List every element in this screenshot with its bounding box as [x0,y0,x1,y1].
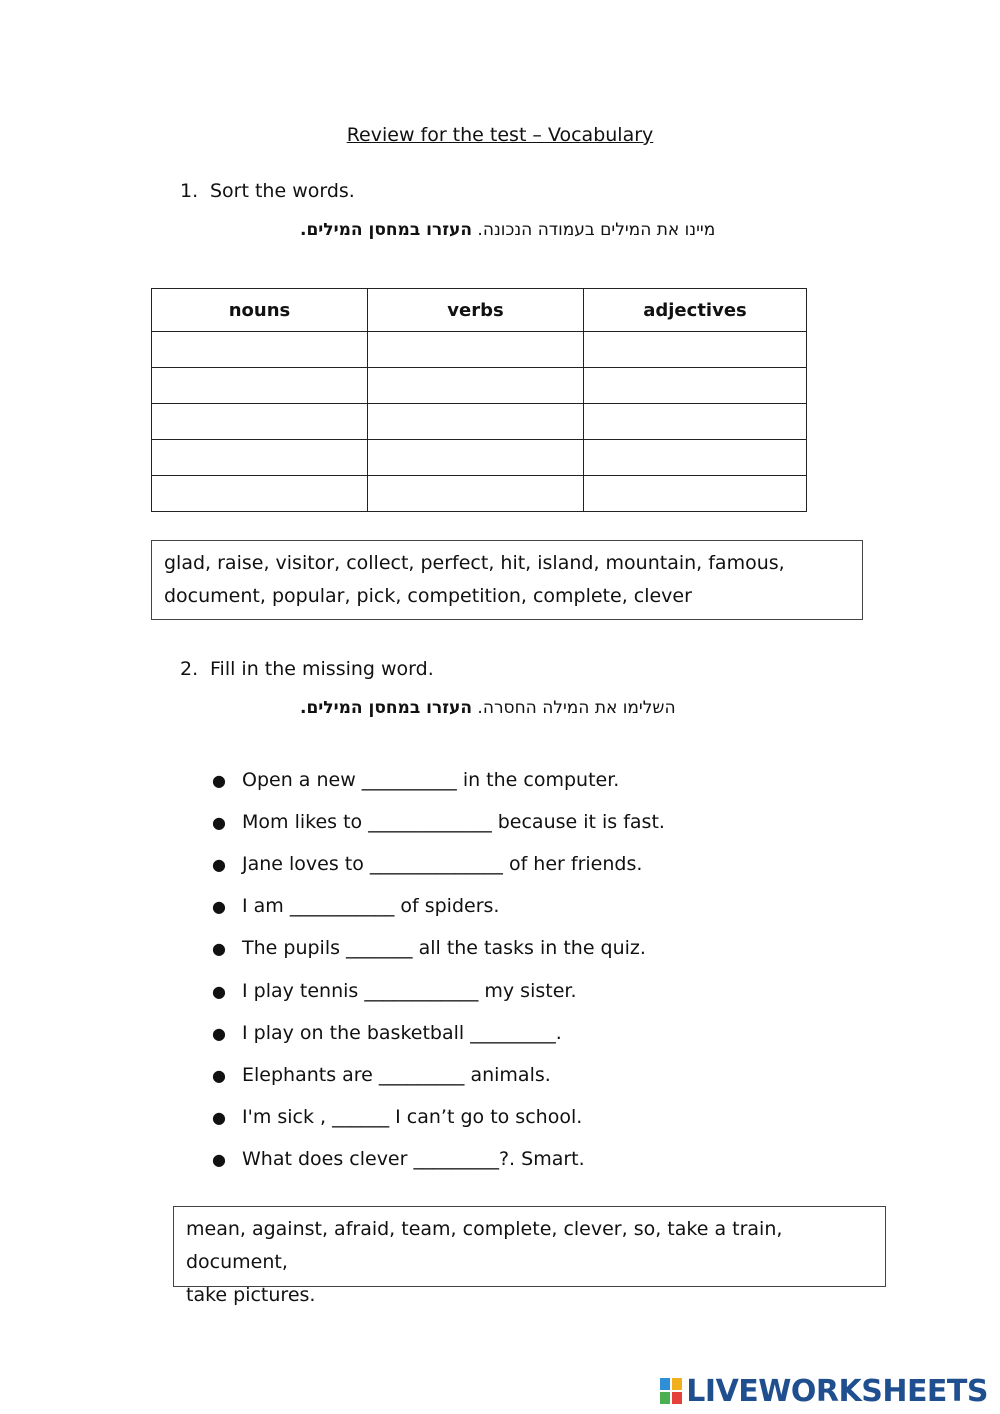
hebrew-bold-text: העזרו במחסן המילים. [300,698,473,718]
answer-cell[interactable] [584,332,807,368]
sentence-text: What does clever _________?. Smart. [242,1148,585,1170]
answer-cell[interactable] [152,476,368,512]
section-1-hebrew-instruction [300,220,788,240]
answer-cell[interactable] [152,368,368,404]
sentence-text: I play on the basketball _________. [242,1022,562,1044]
sentence-text: Open a new __________ in the computer. [242,769,620,791]
section-1-number: 1. [180,180,199,202]
list-item [212,1106,582,1128]
answer-cell[interactable] [368,332,584,368]
list-item [212,937,646,959]
answer-cell[interactable] [152,440,368,476]
answer-cell[interactable] [368,476,584,512]
header-adjectives: adjectives [584,289,807,332]
answer-cell[interactable] [584,440,807,476]
table-row [152,368,807,404]
hebrew-plain-text: השלימו את המילה החסרה. [472,698,676,718]
word-bank-2 [173,1206,886,1306]
word-bank-1-line-1: glad, raise, visitor, collect, perfect, hit, island, mountain, famous, [164,552,785,574]
word-bank-2-line-2: take pictures. [186,1284,316,1306]
sentence-text: The pupils _______ all the tasks in the quiz. [242,937,646,959]
section-2-instruction: Fill in the missing word. [210,658,434,680]
section-1-instruction: Sort the words. [210,180,355,202]
bullet-icon: ● [212,771,226,790]
page-title: Review for the test – Vocabulary [346,124,654,146]
bullet-icon: ● [212,1066,226,1085]
bullet-icon: ● [212,1150,226,1169]
sentence-text: I am ___________ of spiders. [242,895,500,917]
answer-cell[interactable] [584,404,807,440]
bullet-icon: ● [212,855,226,874]
sort-table [151,288,807,512]
sentence-text: Jane loves to ______________ of her friends. [242,853,643,875]
logo-text: LIVEWORKSHEETS [686,1373,988,1409]
logo-icon [660,1378,682,1404]
answer-cell[interactable] [584,368,807,404]
table-row [152,440,807,476]
list-item [212,1148,585,1170]
list-item [212,1064,551,1086]
answer-cell[interactable] [152,332,368,368]
word-bank-1 [151,540,863,620]
table-header-row [152,289,807,332]
word-bank-2-line-1: mean, against, afraid, team, complete, clever, so, take a train, document, [186,1218,783,1273]
liveworksheets-logo[interactable] [660,1372,988,1410]
table-row [152,332,807,368]
list-item [212,895,499,917]
section-2-hebrew-instruction [300,698,848,718]
list-item [212,1022,562,1044]
section-1-heading [180,180,355,202]
word-bank-1-line-2: document, popular, pick, competition, complete, clever [164,585,692,607]
bullet-icon: ● [212,813,226,832]
answer-cell[interactable] [368,404,584,440]
list-item [212,811,665,833]
sentence-text: Mom likes to _____________ because it is fast. [242,811,665,833]
answer-cell[interactable] [152,404,368,440]
bullet-icon: ● [212,1024,226,1043]
header-nouns: nouns [152,289,368,332]
section-2-heading [180,658,434,680]
sentence-text: I play tennis ____________ my sister. [242,980,577,1002]
list-item [212,853,642,875]
answer-cell[interactable] [584,476,807,512]
table-row [152,476,807,512]
bullet-icon: ● [212,897,226,916]
bullet-icon: ● [212,939,226,958]
sentence-text: I'm sick , ______ I can’t go to school. [242,1106,583,1128]
hebrew-plain-text: מיינו את המילים בעמודה הנכונה. [472,220,716,240]
header-verbs: verbs [368,289,584,332]
bullet-icon: ● [212,982,226,1001]
bullet-icon: ● [212,1108,226,1127]
table-row [152,404,807,440]
list-item [212,769,619,791]
section-2-number: 2. [180,658,199,680]
hebrew-bold-text: העזרו במחסן המילים. [300,220,473,240]
answer-cell[interactable] [368,368,584,404]
list-item [212,980,577,1002]
answer-cell[interactable] [368,440,584,476]
sentence-text: Elephants are _________ animals. [242,1064,551,1086]
